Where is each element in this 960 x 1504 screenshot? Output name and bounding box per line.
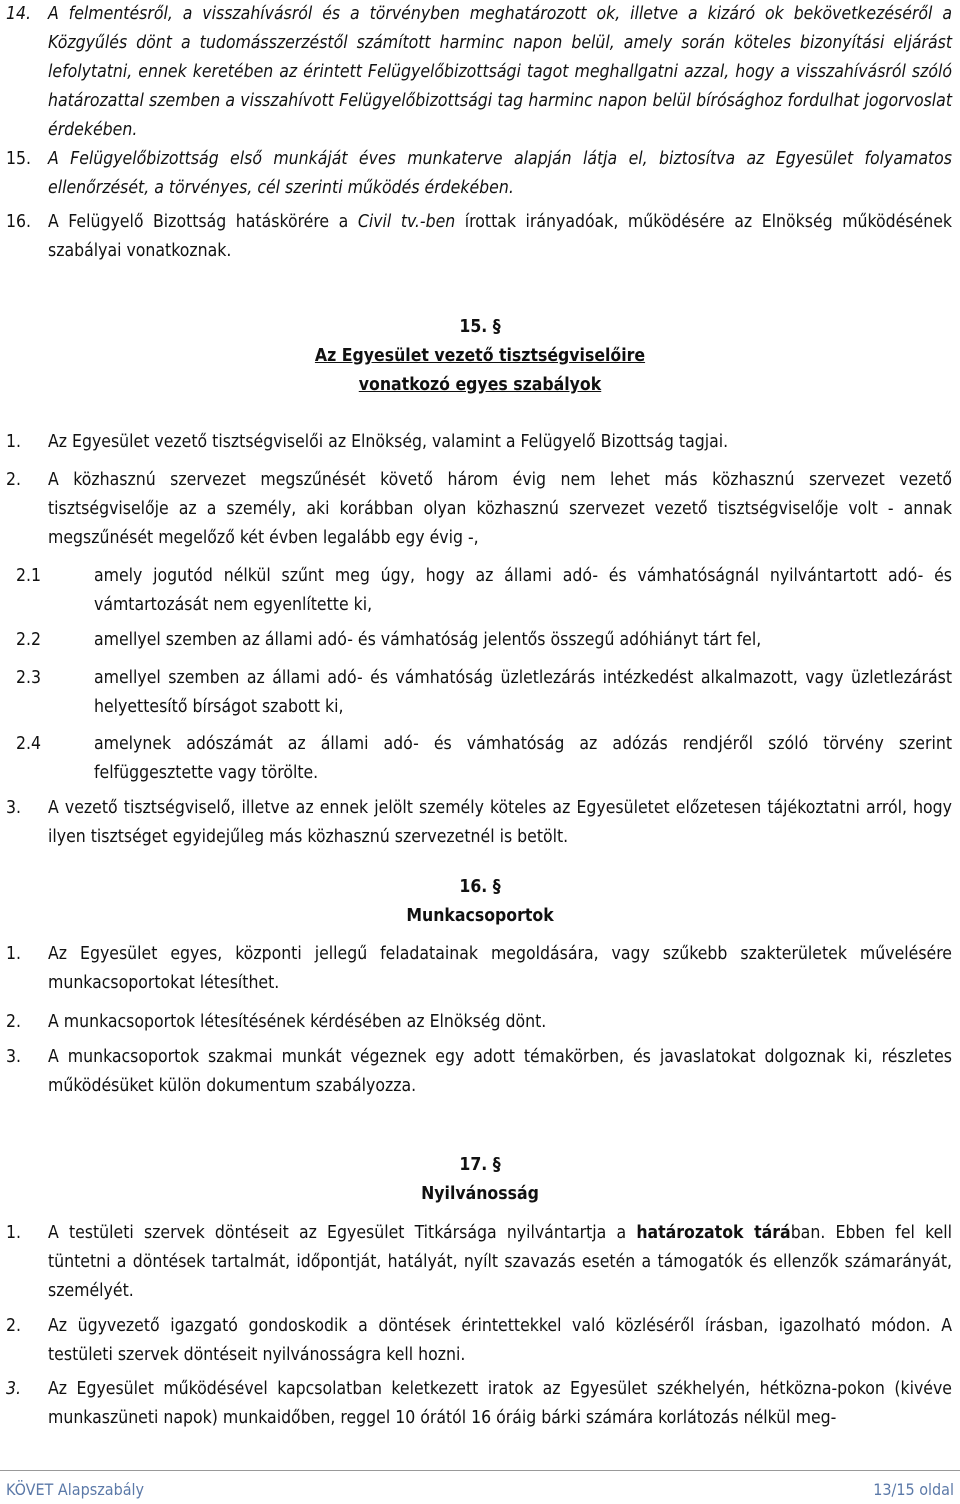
text-segment: A testületi szervek döntéseit az Egyesület Titkársága nyilvántartja a xyxy=(48,1223,637,1243)
footer-page-number: 13/15 oldal xyxy=(873,1480,954,1499)
section-title-line2: vonatkozó egyes szabályok xyxy=(358,375,602,395)
s15-item-2-3 xyxy=(0,664,952,722)
item-number: 16. xyxy=(6,212,32,232)
s16-item-1 xyxy=(0,940,952,998)
text-segment: A Felügyelő Bizottság hatáskörére a xyxy=(48,212,358,232)
s15-item-3 xyxy=(0,794,952,852)
section-number: 16. § xyxy=(459,877,501,897)
item-text: A vezető tisztségviselő, illetve az ennek jelölt személy köteles az Egyesületet előzetesen tájékoztatni arról, hogy ilyen tisztséget egyidejűleg más közhasznú szervezetnél is betölt. xyxy=(48,798,952,847)
item-text: amellyel szemben az állami adó- és vámhatóság üzletlezárás intézkedést alkalmazott, vagy üzletlezárást helyettesítő bírságot szabott ki, xyxy=(94,668,952,717)
s15-item-2-2 xyxy=(0,626,952,655)
item-text: amely jogutód nélkül szűnt meg úgy, hogy az állami adó- és vámhatóságnál nyilvántartott adó- és vámtartozását nem egyenlítette ki, xyxy=(94,566,952,615)
section-number: 17. § xyxy=(459,1155,501,1175)
footer-document-title: KÖVET Alapszabály xyxy=(6,1480,145,1499)
item-number: 1. xyxy=(6,944,22,964)
item-number: 2. xyxy=(6,470,22,490)
s17-item-2 xyxy=(0,1312,952,1370)
section-15-heading xyxy=(0,313,960,400)
paragraph-15 xyxy=(0,145,952,203)
section-16-heading xyxy=(0,873,960,931)
paragraph-14 xyxy=(0,0,952,145)
civil-tv-reference: Civil tv.-ben xyxy=(357,212,456,232)
item-number: 2. xyxy=(6,1012,22,1032)
item-number: 1. xyxy=(6,1223,22,1243)
item-text: A munkacsoportok létesítésének kérdésében az Elnökség dönt. xyxy=(48,1012,547,1032)
item-number: 15. xyxy=(6,149,32,169)
item-number: 2.4 xyxy=(16,734,42,754)
item-number: 2.1 xyxy=(16,566,42,586)
item-number: 1. xyxy=(6,432,22,452)
item-text: A Felügyelőbizottság első munkáját éves munkaterve alapján látja el, biztosítva az Egyesület folyamatos ellenőrzését, a törvényes, cél szerinti működés érdekében. xyxy=(48,149,952,198)
item-text: amelynek adószámát az állami adó- és vámhatóság az adózás rendjéről szóló törvény szerint felfüggesztette vagy törölte. xyxy=(94,734,952,783)
item-text: Az Egyesület egyes, központi jellegű feladatainak megoldására, vagy szűkebb szakterületek művelésére munkacsoportokat létesíthet. xyxy=(48,944,952,993)
paragraph-sign-icon: § xyxy=(492,1155,501,1175)
item-number: 2.2 xyxy=(16,630,42,650)
section-17-heading xyxy=(0,1151,960,1209)
item-text: A felmentésről, a visszahívásról és a törvényben meghatározott ok, illetve a kizáró ok bekövetkezéséről a Közgyűlés dönt a tudomásszerzéstől számított harminc napon belül, amely során köteles bizonyítási eljárást lefolytatni, ennek keretében az érintett Felügyelőbizottsági tagot meghallgatni azzal, hogy a visszahívásról szóló határozattal szemben a visszahívott Felügyelőbizottsági tag harminc napon belül bírósághoz fordulhat jogorvoslat érdekében. xyxy=(48,4,952,140)
item-number: 14. xyxy=(6,4,32,24)
item-number: 3. xyxy=(6,798,22,818)
section-title: Nyilvánosság xyxy=(421,1184,539,1204)
section-title-line1: Az Egyesület vezető tisztségviselőire xyxy=(314,346,646,366)
paragraph-sign-icon: § xyxy=(492,877,501,897)
item-text: A munkacsoportok szakmai munkát végeznek egy adott témakörben, és javaslatokat dolgoznak ki, részletes működésüket külön dokumentum szabályozza. xyxy=(48,1047,952,1096)
hatarozatok-tara-term: határozatok tárá xyxy=(636,1223,791,1243)
item-text: A közhasznú szervezet megszűnését követő három évig nem lehet más közhasznú szervezet vezető tisztségviselője az a személy, aki korábban olyan közhasznú szervezet vezető tisztségviselője volt - annak megszűnését megelőző két évben legalább egy évig -, xyxy=(48,470,952,548)
item-number: 2.3 xyxy=(16,668,42,688)
item-text xyxy=(48,1219,952,1306)
item-text: amellyel szemben az állami adó- és vámhatóság jelentős összegű adóhiányt tárt fel, xyxy=(94,630,762,650)
item-number: 2. xyxy=(6,1316,22,1336)
s15-item-2 xyxy=(0,466,952,553)
s16-item-3 xyxy=(0,1043,952,1101)
item-text: Az Egyesület vezető tisztségviselői az Elnökség, valamint a Felügyelő Bizottság tagjai. xyxy=(48,432,729,452)
section-number: 15. § xyxy=(459,317,501,337)
item-text xyxy=(48,208,952,266)
s16-item-2 xyxy=(0,1008,952,1037)
s17-item-3 xyxy=(0,1375,952,1433)
page-footer xyxy=(0,1470,960,1503)
paragraph-16 xyxy=(0,208,952,266)
s15-item-1 xyxy=(0,428,952,457)
s15-item-2-1 xyxy=(0,562,952,620)
item-text: Az Egyesület működésével kapcsolatban keletkezett iratok az Egyesület székhelyén, hétközna-pokon (kivéve munkaszüneti napok) munkaidőben, reggel 10 órától 16 óráig bárki számára korlátozás nélkül meg- xyxy=(48,1379,952,1428)
s17-item-1 xyxy=(0,1219,952,1306)
item-number: 3. xyxy=(6,1379,22,1399)
item-text: Az ügyvezető igazgató gondoskodik a döntések érintettekkel való közléséről írásban, igazolható módon. A testületi szervek döntéseit nyilvánosságra kell hozni. xyxy=(48,1316,952,1365)
section-title: Munkacsoportok xyxy=(406,906,554,926)
text-segment: írottak irányadóak, működésére az Elnökség működésének szabályai vonatkoznak. xyxy=(48,212,953,261)
item-number: 3. xyxy=(6,1047,22,1067)
text-segment: ban. Ebben fel kell tüntetni a döntések tartalmát, időpontját, hatályát, nyílt szavazás esetén a támogatók és ellenzők számarányát, személyét. xyxy=(48,1223,953,1301)
paragraph-sign-icon: § xyxy=(492,317,501,337)
s15-item-2-4 xyxy=(0,730,952,788)
